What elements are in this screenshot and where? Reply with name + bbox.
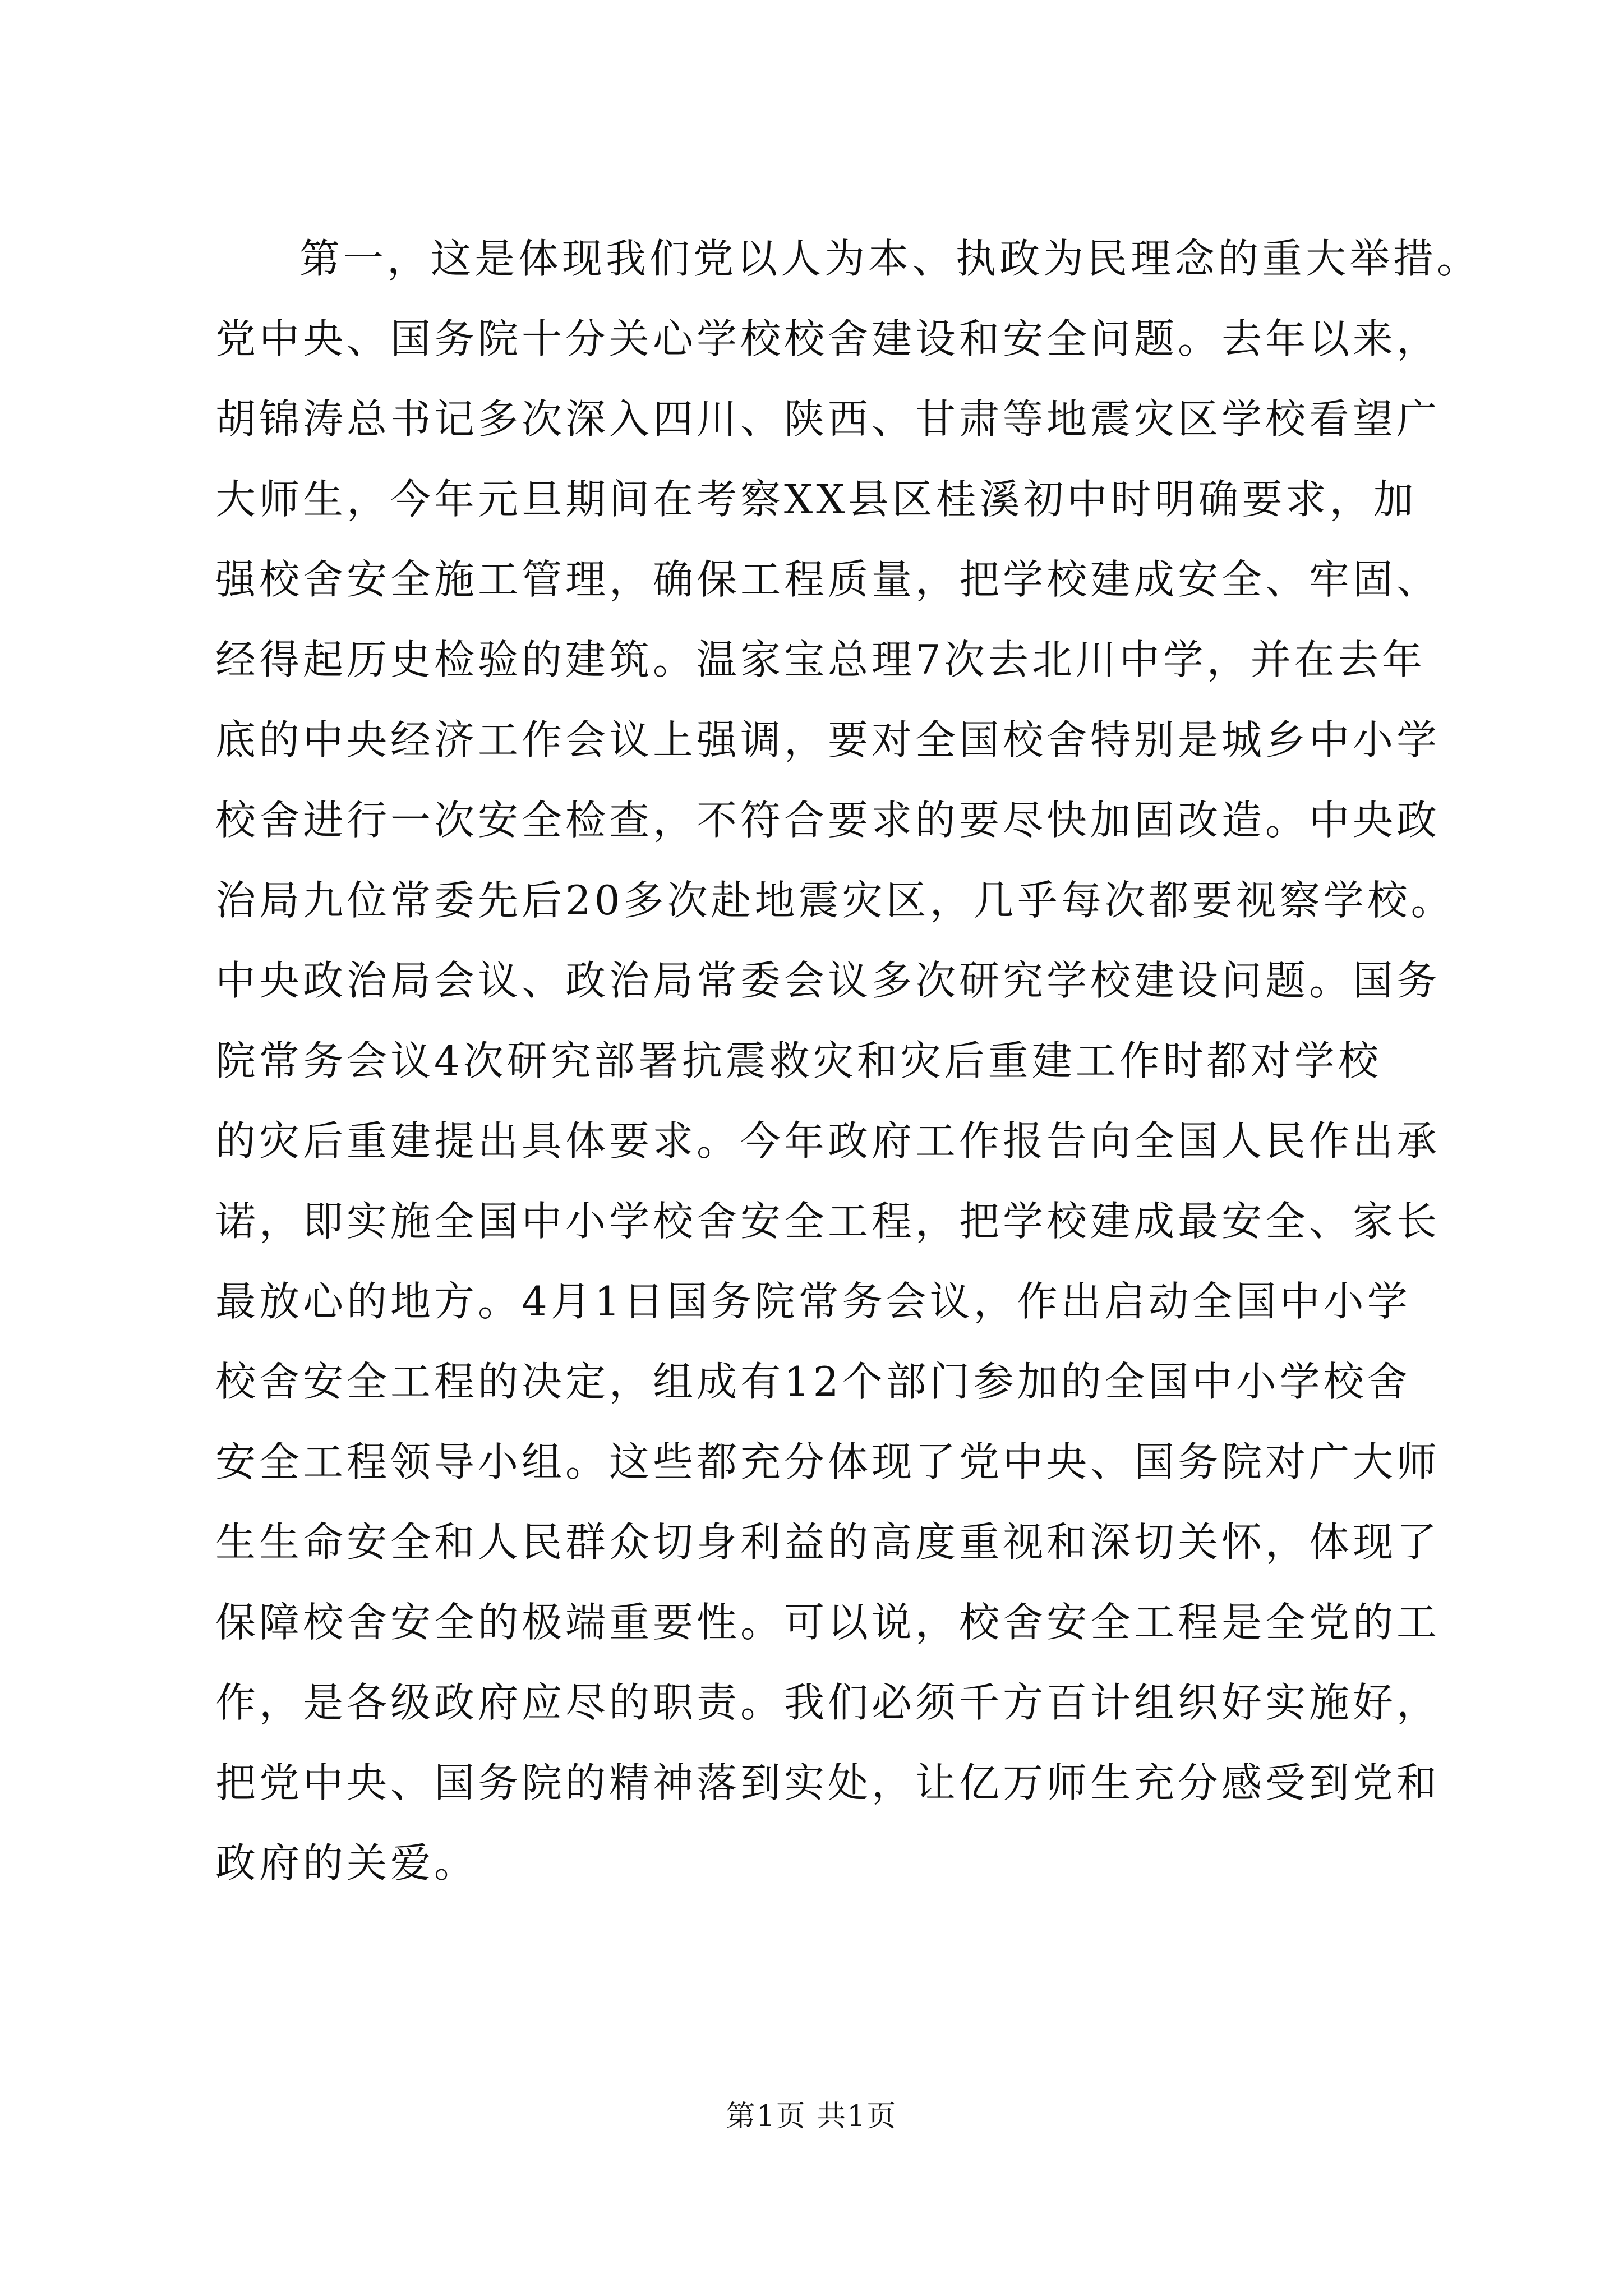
text-line: 把党中央、国务院的精神落到实处，让亿万师生充分感受到党和	[215, 1759, 1441, 1806]
text-line: 党中央、国务院十分关心学校校舍建设和安全问题。去年以来，	[215, 315, 1441, 362]
text-line: 第一，这是体现我们党以人为本、执政为民理念的重大举措。	[299, 235, 1481, 282]
text-line: 强校舍安全施工管理，确保工程质量，把学校建成安全、牢固、	[215, 556, 1441, 603]
text-line: 胡锦涛总书记多次深入四川、陕西、甘肃等地震灾区学校看望广	[215, 395, 1441, 443]
body-paragraph	[215, 219, 1481, 1903]
text-line: 治局九位常委先后20多次赴地震灾区，几乎每次都要视察学校。	[215, 877, 1455, 924]
text-line: 大师生，今年元旦期间在考察XX县区桂溪初中时明确要求，加	[215, 476, 1417, 523]
text-line: 校舍安全工程的决定，组成有12个部门参加的全国中小学校舍	[215, 1358, 1411, 1405]
text-line: 经得起历史检验的建筑。温家宝总理7次去北川中学，并在去年	[215, 636, 1426, 683]
text-line: 校舍进行一次安全检查，不符合要求的要尽快加固改造。中央政	[215, 797, 1441, 844]
text-line: 中央政治局会议、政治局常委会议多次研究学校建设问题。国务	[215, 957, 1441, 1004]
text-line: 作，是各级政府应尽的职责。我们必须千方百计组织好实施好，	[215, 1679, 1441, 1726]
text-line: 政府的关爱。	[215, 1839, 478, 1887]
text-line: 诺，即实施全国中小学校舍安全工程，把学校建成最安全、家长	[215, 1198, 1441, 1245]
text-line: 保障校舍安全的极端重要性。可以说，校舍安全工程是全党的工	[215, 1599, 1441, 1646]
page-footer: 第1页 共1页	[726, 2100, 897, 2133]
text-line: 底的中央经济工作会议上强调，要对全国校舍特别是城乡中小学	[215, 716, 1441, 763]
text-line: 最放心的地方。4月1日国务院常务会议，作出启动全国中小学	[215, 1278, 1411, 1325]
text-line: 院常务会议4次研究部署抗震救灾和灾后重建工作时都对学校	[215, 1037, 1382, 1084]
text-line: 的灾后重建提出具体要求。今年政府工作报告向全国人民作出承	[215, 1117, 1441, 1165]
text-line: 生生命安全和人民群众切身利益的高度重视和深切关怀，体现了	[215, 1519, 1441, 1566]
text-line: 安全工程领导小组。这些都充分体现了党中央、国务院对广大师	[215, 1438, 1441, 1485]
